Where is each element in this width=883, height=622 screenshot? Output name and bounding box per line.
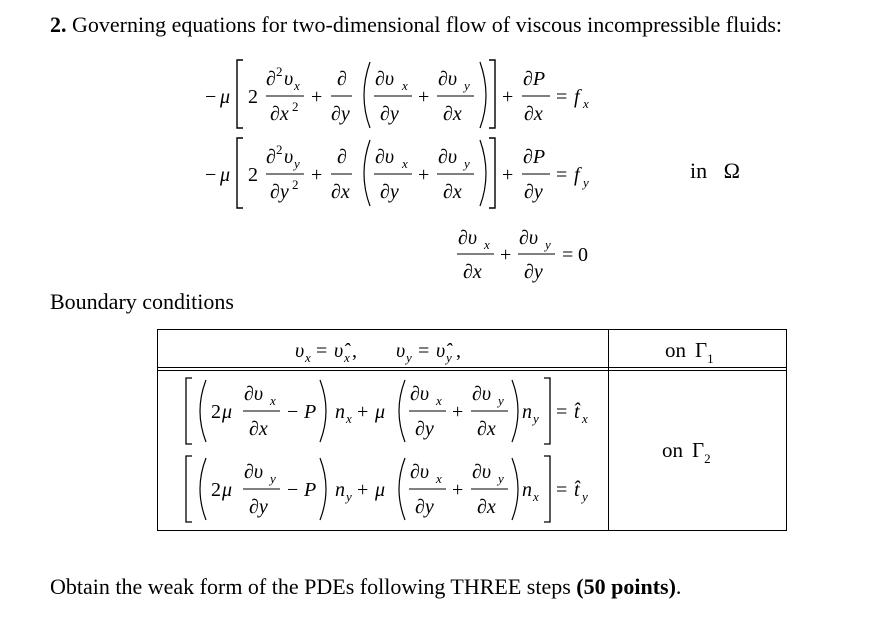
essential-bc	[295, 340, 461, 365]
svg-text:P: P	[304, 401, 317, 423]
svg-text:y: y	[464, 78, 470, 93]
svg-text:x: x	[346, 411, 352, 426]
equation-continuity	[457, 227, 588, 283]
svg-text:y: y	[545, 237, 551, 252]
problem-heading-text: Governing equations for two-dimensional flow of viscous incompressible fluids:	[66, 12, 782, 37]
svg-text:∂: ∂	[337, 146, 347, 168]
svg-text:+: +	[502, 164, 514, 186]
svg-text:∂υ: ∂υ	[438, 146, 458, 168]
svg-text:μ: μ	[375, 401, 386, 423]
svg-text:∂υ: ∂υ	[375, 146, 395, 168]
svg-text:n: n	[335, 401, 345, 423]
svg-text:μ: μ	[375, 479, 386, 501]
svg-text:∂υ: ∂υ	[410, 383, 430, 405]
svg-text:2: 2	[276, 64, 283, 79]
svg-text:n: n	[522, 401, 532, 423]
boundary-conditions-title: Boundary conditions	[50, 289, 234, 314]
svg-text:P: P	[304, 479, 317, 501]
svg-text:n: n	[335, 479, 345, 501]
svg-text:=: =	[556, 86, 568, 108]
svg-text:+: +	[418, 86, 430, 108]
svg-text:2: 2	[248, 164, 258, 186]
svg-text:+: +	[502, 86, 514, 108]
svg-text:∂y: ∂y	[524, 181, 543, 203]
instruction-period: .	[675, 574, 682, 599]
points-label: (50 points)	[576, 574, 676, 599]
svg-text:∂υ: ∂υ	[244, 461, 264, 483]
svg-text:μ: μ	[220, 86, 231, 108]
svg-text:∂y: ∂y	[415, 418, 434, 440]
svg-text:2: 2	[276, 142, 283, 157]
svg-text:∂: ∂	[266, 68, 276, 90]
svg-text:=: =	[556, 401, 568, 423]
svg-text:∂υ: ∂υ	[519, 227, 539, 249]
svg-text:∂: ∂	[337, 68, 347, 90]
svg-text:=: =	[562, 244, 574, 266]
svg-text:y: y	[498, 471, 504, 486]
svg-text:=: =	[418, 340, 430, 362]
svg-text:+: +	[357, 479, 369, 501]
natural-bc-y	[186, 456, 588, 522]
svg-text:x: x	[305, 350, 311, 365]
svg-text:∂υ: ∂υ	[410, 461, 430, 483]
svg-text:,: ,	[352, 340, 357, 362]
svg-text:x: x	[533, 489, 539, 504]
svg-text:y: y	[498, 393, 504, 408]
svg-text:μ: μ	[220, 164, 231, 186]
svg-text:∂x: ∂x	[331, 181, 350, 203]
svg-text:y: y	[346, 489, 352, 504]
svg-text:+: +	[311, 86, 323, 108]
svg-text:∂υ: ∂υ	[438, 68, 458, 90]
domain-in-text: in	[690, 158, 708, 183]
svg-text:υ: υ	[295, 340, 305, 362]
svg-text:μ: μ	[222, 401, 233, 423]
natural-bc-x	[186, 378, 588, 444]
equation-y-momentum	[205, 138, 589, 208]
svg-text:n: n	[522, 479, 532, 501]
svg-text:x: x	[583, 96, 589, 111]
svg-text:2: 2	[211, 479, 221, 501]
svg-text:x: x	[344, 350, 350, 365]
svg-text:2: 2	[211, 401, 221, 423]
svg-text:y: y	[582, 489, 588, 504]
svg-text:υ: υ	[284, 146, 294, 168]
svg-text:∂υ: ∂υ	[244, 383, 264, 405]
svg-text:∂y: ∂y	[270, 181, 289, 203]
svg-text:∂P: ∂P	[523, 68, 546, 90]
svg-text:∂y: ∂y	[415, 496, 434, 518]
svg-text:=: =	[556, 479, 568, 501]
svg-text:+: +	[452, 401, 464, 423]
svg-text:2: 2	[248, 86, 258, 108]
gamma2-label: on $\Gamma_2$	[662, 438, 711, 466]
svg-text:y: y	[464, 156, 470, 171]
svg-text:x: x	[436, 393, 442, 408]
governing-equations	[0, 0, 883, 300]
domain-label	[690, 158, 740, 184]
svg-text:∂x: ∂x	[524, 103, 543, 125]
svg-text:=: =	[556, 164, 568, 186]
svg-text:x: x	[402, 156, 408, 171]
svg-text:−: −	[287, 479, 299, 501]
svg-text:y: y	[583, 175, 589, 190]
svg-text:+: +	[452, 479, 464, 501]
svg-text:∂y: ∂y	[380, 181, 399, 203]
svg-text:−: −	[287, 401, 299, 423]
svg-text:∂x: ∂x	[443, 103, 462, 125]
svg-text:υ: υ	[284, 68, 294, 90]
svg-text:y: y	[446, 350, 452, 365]
svg-text:∂x: ∂x	[443, 181, 462, 203]
svg-text:2: 2	[292, 177, 299, 192]
svg-text:μ: μ	[222, 479, 233, 501]
svg-text:+: +	[418, 164, 430, 186]
svg-text:f: f	[574, 86, 580, 108]
svg-text:y: y	[533, 411, 539, 426]
svg-text:t̂: t̂	[574, 401, 580, 423]
svg-text:x: x	[402, 78, 408, 93]
svg-text:x: x	[582, 411, 588, 426]
equation-x-momentum	[205, 60, 589, 128]
svg-text:=: =	[316, 340, 328, 362]
svg-text:∂: ∂	[266, 146, 276, 168]
svg-text:∂y: ∂y	[331, 103, 350, 125]
svg-text:+: +	[500, 244, 512, 266]
instruction-text	[50, 574, 681, 600]
svg-text:∂x: ∂x	[270, 103, 289, 125]
svg-text:x: x	[484, 237, 490, 252]
svg-text:∂x: ∂x	[477, 496, 496, 518]
svg-text:,: ,	[456, 340, 461, 362]
svg-text:∂υ: ∂υ	[472, 461, 492, 483]
svg-text:∂x: ∂x	[249, 418, 268, 440]
svg-text:f: f	[574, 164, 580, 186]
svg-text:∂y: ∂y	[524, 261, 543, 283]
svg-text:∂x: ∂x	[477, 418, 496, 440]
svg-text:∂P: ∂P	[523, 146, 546, 168]
svg-text:2: 2	[292, 99, 299, 114]
svg-text:y: y	[270, 471, 276, 486]
svg-text:∂υ: ∂υ	[472, 383, 492, 405]
svg-text:+: +	[311, 164, 323, 186]
svg-text:x: x	[294, 78, 300, 93]
svg-text:υ̂: υ̂	[334, 340, 344, 362]
svg-text:υ̂: υ̂	[436, 340, 446, 362]
instruction-main: Obtain the weak form of the PDEs following THREE steps	[50, 574, 577, 599]
svg-text:y: y	[294, 156, 300, 171]
svg-text:x: x	[270, 393, 276, 408]
svg-text:∂y: ∂y	[249, 496, 268, 518]
svg-text:+: +	[357, 401, 369, 423]
svg-text:∂x: ∂x	[463, 261, 482, 283]
boundary-conditions-table	[0, 300, 883, 540]
svg-text:−: −	[205, 86, 217, 108]
svg-text:−: −	[205, 164, 217, 186]
svg-text:x: x	[436, 471, 442, 486]
svg-text:∂υ: ∂υ	[458, 227, 478, 249]
svg-text:t̂: t̂	[574, 479, 580, 501]
gamma1-label: on $\Gamma_1$	[665, 338, 714, 366]
svg-text:∂y: ∂y	[380, 103, 399, 125]
svg-text:∂υ: ∂υ	[375, 68, 395, 90]
svg-text:y: y	[406, 350, 412, 365]
svg-text:υ: υ	[396, 340, 406, 362]
svg-text:0: 0	[578, 244, 588, 266]
problem-number: 2.	[50, 12, 67, 37]
omega-symbol: Ω	[723, 158, 740, 183]
